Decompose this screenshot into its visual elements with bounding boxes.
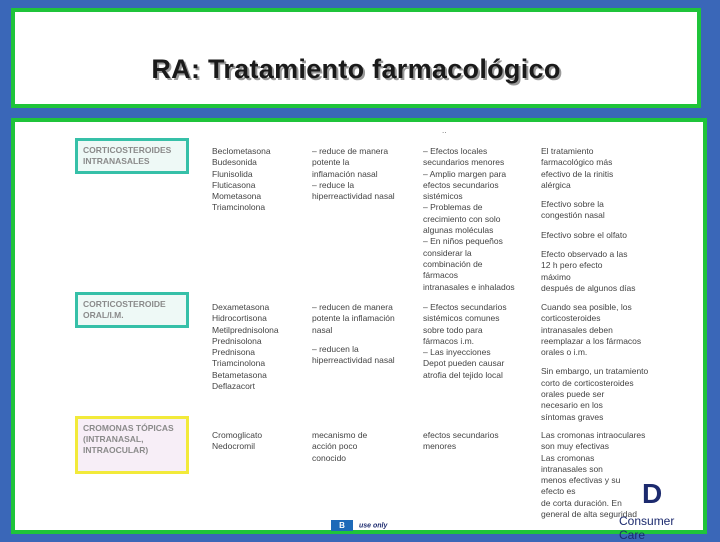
comment-line: necesario en los bbox=[541, 400, 603, 411]
action-line: mecanismo de bbox=[312, 430, 368, 440]
footer-text: use only bbox=[358, 522, 388, 530]
comment-line: orales puede ser bbox=[541, 389, 605, 400]
action-line: – reduce la bbox=[312, 179, 355, 190]
category-box-cromonas-topicas bbox=[75, 416, 189, 474]
comment-line: Efecto observado a las bbox=[541, 249, 628, 260]
slide-title: RA: Tratamiento farmacológico bbox=[151, 54, 561, 84]
effects-column bbox=[423, 430, 499, 453]
comment-line: El tratamiento bbox=[541, 146, 594, 156]
drug-name: Triamcinolona bbox=[212, 202, 266, 213]
effect-line: efectos secundarios bbox=[423, 430, 499, 440]
logo-text: Consumer Care bbox=[619, 514, 675, 542]
drug-name: Flunisolida bbox=[212, 168, 253, 179]
action-line: conocido bbox=[312, 452, 347, 463]
effect-line: – Efectos locales bbox=[423, 146, 488, 156]
comment-line: corto de corticosteroides bbox=[541, 377, 634, 388]
comment-line: Las cromonas intraoculares bbox=[541, 430, 646, 440]
category-line: CROMONAS TÓPICAS bbox=[83, 423, 174, 433]
category-line: (INTRANASAL, bbox=[83, 434, 144, 444]
action-line: – reducen la bbox=[312, 343, 359, 354]
drug-name: Nedocromil bbox=[212, 441, 255, 452]
drug-name: Metilprednisolona bbox=[212, 324, 279, 335]
drug-name: Budesonida bbox=[212, 157, 257, 168]
effect-line: sistémicos bbox=[423, 191, 463, 202]
effect-line: sistémicos comunes bbox=[423, 313, 500, 324]
drugs-column bbox=[212, 146, 271, 214]
category-line: INTRANASALES bbox=[83, 156, 150, 166]
effect-line: fármacos i.m. bbox=[423, 335, 475, 346]
effect-line: – Efectos secundarios bbox=[423, 302, 507, 312]
effect-line: secundarios menores bbox=[423, 157, 505, 168]
comment-line: máximo bbox=[541, 271, 571, 282]
effect-line: – Las inyecciones bbox=[423, 347, 491, 358]
footer bbox=[331, 520, 387, 531]
action-line: – reduce de manera bbox=[312, 146, 389, 156]
action-line: – reducen de manera bbox=[312, 302, 393, 312]
spacer bbox=[541, 241, 636, 249]
comment-line: reemplazar a los fármacos bbox=[541, 335, 642, 346]
footer-logo-icon: B bbox=[331, 520, 353, 531]
category-line: CORTICOSTEROIDE bbox=[83, 299, 166, 309]
drug-name: Beclometasona bbox=[212, 146, 271, 156]
effect-line: Depot pueden causar bbox=[423, 358, 505, 369]
effects-column bbox=[423, 146, 515, 293]
drug-name: Triamcinolona bbox=[212, 358, 266, 369]
comments-column bbox=[541, 430, 645, 520]
effect-line: – Problemas de bbox=[423, 202, 483, 213]
effect-line: efectos secundarios bbox=[423, 179, 499, 190]
effect-line: – Amplio margen para bbox=[423, 168, 507, 179]
action-line: nasal bbox=[312, 324, 333, 335]
spacer bbox=[541, 358, 648, 366]
comments-column bbox=[541, 146, 636, 294]
drug-name: Prednisolona bbox=[212, 335, 262, 346]
action-line: potente la inflamación bbox=[312, 313, 395, 324]
effects-column bbox=[423, 302, 507, 381]
effect-line: sobre todo para bbox=[423, 324, 483, 335]
action-column bbox=[312, 146, 395, 202]
action-line: acción poco bbox=[312, 441, 358, 452]
comment-line: Cuando sea posible, los bbox=[541, 302, 632, 312]
comment-line: farmacológico más bbox=[541, 157, 613, 168]
comment-line: alérgica bbox=[541, 179, 571, 190]
title-box bbox=[11, 8, 701, 108]
drug-name: Fluticasona bbox=[212, 179, 256, 190]
drug-name: Cromoglicato bbox=[212, 430, 263, 440]
category-line: INTRAOCULAR) bbox=[83, 445, 149, 455]
comment-line: después de algunos días bbox=[541, 282, 636, 293]
drug-name: Betametasona bbox=[212, 369, 267, 380]
effect-line: fármacos bbox=[423, 270, 458, 281]
comment-line: efectivo de la rinitis bbox=[541, 168, 614, 179]
spacer bbox=[312, 336, 395, 344]
comment-line: general de alta seguridad bbox=[541, 509, 637, 520]
comments-column bbox=[541, 302, 648, 423]
spacer bbox=[541, 222, 636, 230]
category-box-corticosteroides-intranasales bbox=[75, 138, 189, 174]
comment-line: menos efectivas y su bbox=[541, 475, 621, 486]
effect-line: intranasales e inhalados bbox=[423, 281, 515, 292]
logo-letter: D bbox=[642, 478, 663, 509]
comment-line: Efectivo sobre la bbox=[541, 199, 604, 210]
comment-line: Efectivo sobre el olfato bbox=[541, 229, 627, 240]
effect-line: menores bbox=[423, 441, 457, 452]
action-line: hiperreactividad nasal bbox=[312, 355, 395, 366]
comment-line: Las cromonas bbox=[541, 452, 595, 463]
comment-line: Sin embargo, un tratamiento bbox=[541, 366, 649, 377]
effect-line: combinación de bbox=[423, 258, 483, 269]
effect-line: atrofia del tejido local bbox=[423, 369, 503, 380]
category-line: ORAL/I.M. bbox=[83, 310, 124, 320]
drug-name: Prednisona bbox=[212, 347, 256, 358]
effect-line: algunas moléculas bbox=[423, 225, 494, 236]
comment-line: de corta duración. En bbox=[541, 497, 622, 508]
comment-line: intranasales deben bbox=[541, 324, 613, 335]
marker-text: .. bbox=[442, 126, 447, 135]
action-line: potente la bbox=[312, 157, 350, 168]
drugs-column bbox=[212, 430, 262, 453]
spacer bbox=[541, 191, 636, 199]
drug-name: Hidrocortisona bbox=[212, 313, 267, 324]
effect-line: considerar la bbox=[423, 247, 472, 258]
comment-line: intranasales son bbox=[541, 463, 603, 474]
action-line: inflamación nasal bbox=[312, 168, 378, 179]
category-line: CORTICOSTEROIDES bbox=[83, 145, 172, 155]
comment-line: síntomas graves bbox=[541, 411, 604, 422]
comment-line: corticosteroides bbox=[541, 313, 601, 324]
comment-line: congestión nasal bbox=[541, 210, 605, 221]
effect-line: crecimiento con solo bbox=[423, 213, 501, 224]
action-column bbox=[312, 302, 395, 366]
drug-name: Mometasona bbox=[212, 191, 262, 202]
category-box-corticosteroide-oral bbox=[75, 292, 189, 328]
action-column bbox=[312, 430, 367, 464]
comment-line: 12 h pero efecto bbox=[541, 260, 603, 271]
comment-line: orales o i.m. bbox=[541, 347, 588, 358]
comment-line: son muy efectivas bbox=[541, 441, 610, 452]
drug-name: Deflazacort bbox=[212, 381, 255, 392]
action-line: hiperreactividad nasal bbox=[312, 191, 395, 202]
content-box bbox=[11, 118, 707, 542]
comment-line: efecto es bbox=[541, 486, 576, 497]
drugs-column bbox=[212, 302, 279, 392]
effect-line: – En niños pequeños bbox=[423, 236, 503, 247]
drug-name: Dexametasona bbox=[212, 302, 270, 312]
